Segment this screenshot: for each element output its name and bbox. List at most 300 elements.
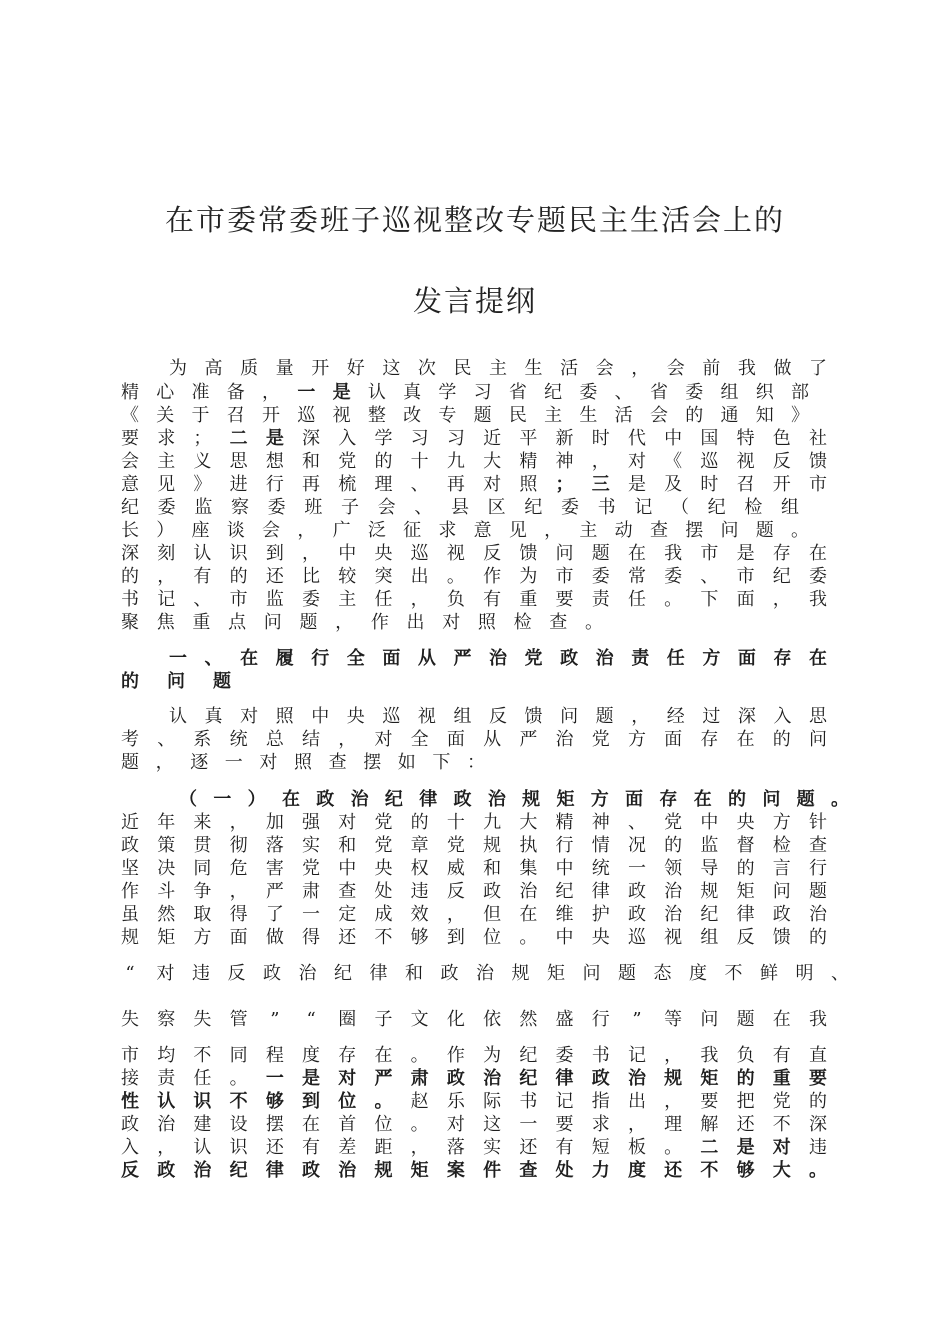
body-line: [0, 1045, 950, 1067]
body-char: 矩: [157, 927, 176, 948]
body-char: 、: [414, 497, 433, 518]
body-char: 查: [328, 752, 347, 773]
body-char: 行: [591, 1009, 610, 1030]
body-char: 系: [193, 729, 212, 750]
body-char: 反: [446, 881, 465, 902]
body-char: 会: [121, 451, 139, 472]
body-char: 全: [410, 729, 429, 750]
body-char: 。: [791, 520, 809, 541]
body-char: 执: [519, 835, 538, 856]
body-char: 照: [477, 612, 496, 633]
body-char: 律: [736, 904, 755, 925]
body-char: 代: [627, 428, 646, 449]
subsection-heading-line: [0, 789, 950, 811]
body-char: 加: [265, 812, 284, 833]
body-char: 还: [265, 1137, 284, 1158]
body-line: [0, 706, 950, 728]
body-line: [0, 1160, 950, 1182]
body-line: [0, 566, 950, 588]
body-char: ；: [193, 428, 212, 449]
body-char: 察: [231, 497, 249, 518]
body-char: 、: [627, 812, 646, 833]
body-char: 比: [302, 566, 321, 587]
body-char: 委: [157, 497, 176, 518]
body-char: 政: [627, 881, 646, 902]
body-char: 贯: [193, 835, 212, 856]
body-line: [0, 497, 950, 519]
body-char: 有: [193, 566, 212, 587]
body-char: 差: [338, 1137, 357, 1158]
body-char: 。: [229, 1068, 248, 1089]
body-char: 有: [772, 1045, 791, 1066]
body-char: 广: [332, 520, 351, 541]
body-line: [0, 904, 950, 926]
body-char: 治: [489, 648, 507, 669]
body-char: 知: [755, 405, 774, 426]
body-char: 党: [664, 812, 683, 833]
body-char: 突: [374, 566, 393, 587]
body-char: 监: [265, 589, 284, 610]
body-char: 有: [555, 1137, 574, 1158]
body-char: 方: [193, 927, 212, 948]
body-char: 纪: [384, 789, 403, 810]
body-char: 方: [590, 789, 609, 810]
body-char: 治: [298, 963, 317, 984]
body-char: 整: [367, 405, 386, 426]
body-char: 会: [262, 520, 281, 541]
body-char: 政: [446, 1068, 465, 1089]
body-char: 焦: [156, 612, 175, 633]
body-char: 够: [736, 1160, 755, 1181]
body-char: 义: [193, 451, 212, 472]
body-char: 规: [121, 927, 139, 948]
body-char: 开: [262, 405, 281, 426]
body-char: 不: [724, 963, 743, 984]
body-char: 是: [332, 382, 351, 403]
body-char: 馈: [519, 543, 538, 564]
body-char: 问: [700, 1009, 719, 1030]
body-char: 部: [791, 382, 809, 403]
body-char: 作: [446, 1045, 465, 1066]
body-char: 的: [410, 812, 429, 833]
body-char: 政: [157, 1160, 176, 1181]
body-line: [0, 1137, 950, 1159]
body-char: 规: [374, 1160, 393, 1181]
body-char: 书: [121, 589, 139, 610]
body-char: 面: [736, 589, 755, 610]
body-char: 时: [700, 474, 719, 495]
body-char: 党: [524, 648, 543, 669]
body-char: ，: [631, 706, 650, 727]
body-char: 了: [265, 904, 284, 925]
body-char: 检: [772, 835, 791, 856]
body-char: 统: [229, 729, 248, 750]
body-char: 刻: [157, 543, 176, 564]
body-char: 矩: [556, 789, 575, 810]
body-char: 化: [446, 1009, 465, 1030]
body-char: 对: [156, 963, 175, 984]
body-char: 题: [618, 963, 636, 984]
body-char: 委: [267, 497, 286, 518]
body-char: 对: [259, 752, 278, 773]
body-char: 做: [265, 927, 284, 948]
body-char: 、: [614, 382, 633, 403]
body-char: 的: [121, 566, 139, 587]
body-char: 题: [809, 881, 827, 902]
body-char: 备: [226, 382, 245, 403]
body-char: 区: [487, 497, 506, 518]
body-char: 准: [191, 382, 210, 403]
body-char: 问: [167, 671, 185, 692]
body-char: 文: [410, 1009, 429, 1030]
body-char: 书: [519, 1091, 538, 1112]
body-char: 对: [240, 706, 259, 727]
body-char: ，: [157, 1137, 176, 1158]
body-char: 存: [338, 1045, 357, 1066]
body-char: 班: [304, 497, 323, 518]
body-char: 平: [519, 428, 538, 449]
body-char: 面: [664, 729, 683, 750]
body-char: 时: [591, 428, 610, 449]
body-char: 摆: [363, 752, 382, 773]
body-char: 的: [685, 405, 704, 426]
body-char: 政: [263, 963, 281, 984]
body-char: 问: [560, 706, 579, 727]
body-char: 还: [736, 1114, 755, 1135]
body-char: 央: [374, 543, 393, 564]
body-char: 性: [121, 1091, 139, 1112]
body-char: 书: [591, 1045, 610, 1066]
body-char: 面: [382, 648, 401, 669]
body-char: 度: [689, 963, 707, 984]
body-char: 特: [736, 428, 755, 449]
body-char: 治: [519, 881, 538, 902]
body-char: 责: [591, 589, 610, 610]
body-char: 治: [157, 1114, 176, 1135]
body-char: ，: [297, 520, 316, 541]
body-char: 是: [736, 1137, 755, 1158]
body-char: 通: [720, 405, 739, 426]
body-char: 纪: [772, 566, 791, 587]
body-char: 、: [193, 589, 212, 610]
body-char: 一: [265, 1068, 284, 1089]
body-char: 考: [121, 729, 139, 750]
body-char: 问: [762, 789, 781, 810]
body-char: 纪: [519, 1045, 538, 1066]
body-char: 召: [736, 474, 755, 495]
body-char: 害: [265, 858, 284, 879]
body-char: 接: [121, 1068, 139, 1089]
body-char: 会: [377, 497, 396, 518]
body-char: 律: [591, 881, 610, 902]
body-char: 治: [193, 1160, 212, 1181]
body-char: 市: [809, 474, 827, 495]
body-line: [0, 1091, 950, 1113]
body-char: 政: [121, 835, 139, 856]
body-line: [0, 382, 950, 404]
body-char: 违: [192, 963, 210, 984]
body-char: 认: [193, 543, 212, 564]
body-char: 直: [809, 1045, 827, 1066]
body-char: 位: [483, 927, 502, 948]
body-char: 组: [453, 706, 472, 727]
body-char: 《: [664, 451, 683, 472]
body-char: 存: [700, 729, 719, 750]
body-char: 我: [700, 1045, 719, 1066]
body-char: 深: [302, 428, 321, 449]
body-line: [0, 358, 950, 380]
body-char: 子: [374, 1009, 393, 1030]
body-char: 政: [483, 881, 502, 902]
body-char: 大: [519, 812, 538, 833]
body-char: 主: [544, 405, 563, 426]
body-char: 反: [489, 706, 507, 727]
body-char: 经: [666, 706, 685, 727]
body-char: 纪: [229, 1160, 248, 1181]
body-char: 是: [736, 543, 755, 564]
body-char: 市: [121, 1045, 139, 1066]
body-char: 实: [483, 1137, 502, 1158]
body-char: 的: [664, 835, 683, 856]
body-char: 反: [227, 963, 246, 984]
body-char: 。: [809, 1160, 827, 1181]
body-char: 不: [700, 1160, 719, 1181]
body-char: 到: [302, 1091, 321, 1112]
body-char: 治: [664, 881, 683, 902]
body-char: 严: [519, 729, 538, 750]
body-char: 、: [157, 729, 176, 750]
body-char: 在: [809, 543, 827, 564]
body-char: 得: [302, 927, 321, 948]
body-char: 在: [519, 904, 538, 925]
body-char: 肃: [302, 881, 321, 902]
body-char: ”: [632, 1009, 642, 1030]
body-char: 色: [772, 428, 791, 449]
body-char: 方: [702, 648, 721, 669]
body-char: 的: [121, 671, 139, 692]
body-char: 真: [204, 706, 223, 727]
body-char: 这: [382, 358, 401, 379]
body-char: 照: [275, 706, 294, 727]
body-char: 集: [519, 858, 538, 879]
body-char: 管: [229, 1009, 248, 1030]
body-char: 质: [240, 358, 259, 379]
body-char: 从: [483, 729, 502, 750]
body-char: 度: [302, 1045, 321, 1066]
body-char: 存: [772, 543, 791, 564]
body-char: 把: [736, 1091, 755, 1112]
body-char: 在: [627, 543, 646, 564]
body-char: 委: [809, 566, 827, 587]
body-char: 会: [595, 358, 614, 379]
body-char: 从: [417, 648, 436, 669]
body-char: 任: [666, 648, 685, 669]
body-char: 织: [755, 382, 774, 403]
body-char: 导: [700, 858, 719, 879]
body-char: 查: [519, 1160, 538, 1181]
body-char: 作: [121, 881, 139, 902]
body-char: 治: [809, 904, 827, 925]
body-char: 件: [483, 1160, 502, 1181]
body-char: 首: [338, 1114, 357, 1135]
body-char: 落: [265, 835, 284, 856]
body-char: 十: [410, 451, 429, 472]
body-char: 对: [374, 729, 393, 750]
body-char: 纪: [700, 904, 719, 925]
body-char: 专: [438, 405, 457, 426]
body-line: [0, 812, 950, 834]
body-char: 党: [374, 812, 393, 833]
body-char: 神: [591, 812, 610, 833]
body-char: 作: [370, 612, 389, 633]
body-char: 征: [403, 520, 422, 541]
body-char: 、: [410, 474, 429, 495]
body-char: 还: [338, 927, 357, 948]
body-char: 得: [229, 904, 248, 925]
body-char: 巡: [410, 543, 429, 564]
body-char: 责: [157, 1068, 176, 1089]
body-char: 圈: [338, 1009, 357, 1030]
body-char: 问: [555, 543, 574, 564]
body-char: 板: [627, 1137, 646, 1158]
body-char: 思: [229, 451, 248, 472]
body-char: 纪: [121, 497, 139, 518]
body-char: 在: [281, 789, 300, 810]
body-char: 够: [410, 927, 429, 948]
body-char: 任: [627, 589, 646, 610]
body-char: 纪: [524, 497, 543, 518]
body-char: 巡: [700, 451, 719, 472]
body-char: 委: [555, 1045, 574, 1066]
body-line: [0, 520, 950, 542]
body-char: 对: [338, 1068, 357, 1089]
body-char: 到: [265, 543, 284, 564]
body-char: 了: [809, 358, 827, 379]
body-char: 章: [410, 835, 429, 856]
body-char: 政: [316, 789, 335, 810]
body-char: 新: [555, 428, 574, 449]
body-char: 和: [405, 963, 423, 984]
body-char: 政: [453, 789, 472, 810]
body-char: 但: [483, 904, 502, 925]
body-char: 强: [302, 812, 321, 833]
body-char: 题: [473, 405, 492, 426]
body-char: 想: [265, 451, 284, 472]
body-char: 纪: [519, 1068, 538, 1089]
body-char: 治: [338, 1160, 357, 1181]
body-char: 短: [591, 1137, 610, 1158]
body-char: 题: [591, 543, 610, 564]
body-char: 位: [374, 1114, 393, 1135]
body-char: 够: [265, 1091, 284, 1112]
body-char: 记: [627, 1045, 646, 1066]
body-char: 民: [508, 405, 527, 426]
body-line: [0, 405, 950, 427]
body-char: 》: [193, 474, 212, 495]
body-line: [0, 474, 950, 496]
body-char: 方: [627, 729, 646, 750]
body-char: 主: [338, 589, 357, 610]
body-char: 位: [338, 1091, 357, 1112]
body-char: 会: [649, 405, 668, 426]
body-char: 入: [773, 706, 792, 727]
body-char: 。: [585, 612, 603, 633]
body-char: 梳: [338, 474, 357, 495]
body-char: 一: [297, 382, 316, 403]
body-char: 维: [555, 904, 574, 925]
body-char: 馈: [772, 927, 791, 948]
body-char: 取: [193, 904, 212, 925]
body-char: 好: [346, 358, 365, 379]
body-char: 委: [579, 382, 598, 403]
body-char: ，: [155, 752, 174, 773]
body-char: 要: [555, 1114, 574, 1135]
body-line: [0, 858, 950, 880]
body-char: 市: [229, 589, 248, 610]
body-char: 大: [772, 1160, 791, 1181]
body-char: 在: [772, 1009, 791, 1030]
body-char: 记: [634, 497, 653, 518]
body-char: 摆: [265, 1114, 284, 1135]
body-char: 书: [597, 497, 616, 518]
body-char: 检: [744, 497, 763, 518]
body-char: 如: [397, 752, 416, 773]
body-char: 查: [809, 835, 827, 856]
body-char: 视: [736, 451, 755, 472]
body-char: 识: [229, 1137, 248, 1158]
body-char: 过: [702, 706, 721, 727]
body-char: 程: [265, 1045, 284, 1066]
body-char: 同: [229, 1045, 248, 1066]
body-char: 治: [483, 1068, 502, 1089]
body-char: 习: [446, 428, 465, 449]
body-char: 子: [341, 497, 359, 518]
body-char: （: [671, 497, 689, 518]
body-char: 党: [591, 729, 610, 750]
body-char: 负: [736, 1045, 755, 1066]
body-char: 主: [157, 451, 176, 472]
body-char: 题: [595, 706, 614, 727]
body-char: 矩: [410, 1160, 429, 1181]
body-char: 改: [403, 405, 422, 426]
body-char: 国: [700, 428, 719, 449]
body-char: 市: [736, 566, 755, 587]
body-char: 指: [591, 1091, 610, 1112]
body-char: 入: [121, 1137, 139, 1158]
body-char: 任: [374, 589, 393, 610]
section-heading-line: [0, 648, 950, 670]
body-char: 委: [561, 497, 579, 518]
body-char: 行: [555, 835, 574, 856]
body-char: 坚: [121, 858, 139, 879]
body-char: 求: [591, 1114, 610, 1135]
body-char: 律: [369, 963, 388, 984]
body-char: 题: [213, 671, 231, 692]
body-char: 查: [338, 881, 357, 902]
body-char: 纪: [555, 881, 574, 902]
body-char: 规: [483, 835, 502, 856]
body-char: 和: [483, 858, 502, 879]
body-char: 我: [664, 543, 683, 564]
body-char: 神: [555, 451, 574, 472]
body-char: 对: [338, 812, 357, 833]
body-char: 视: [332, 405, 351, 426]
body-char: 鲜: [760, 963, 778, 984]
body-char: 检: [513, 612, 532, 633]
body-char: 有: [302, 1137, 321, 1158]
body-char: 、: [204, 648, 223, 669]
body-char: 一: [627, 858, 646, 879]
